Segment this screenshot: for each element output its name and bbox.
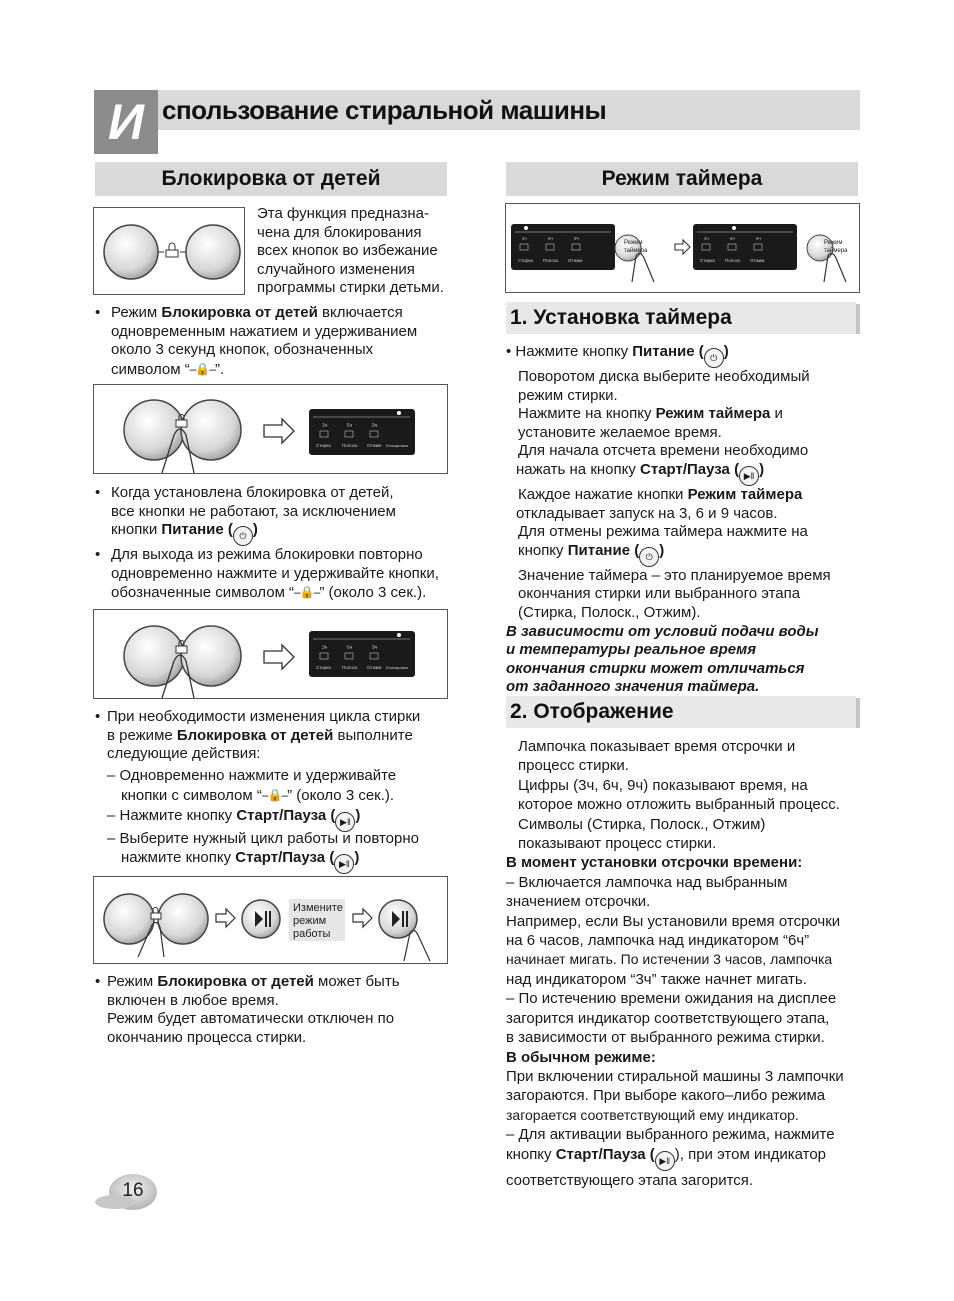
arrow-right-icon: [353, 909, 372, 927]
svg-text:Блокировка: Блокировка: [386, 443, 408, 448]
figure-change-mode: [93, 876, 448, 964]
svg-text:Режим: Режим: [624, 240, 643, 246]
subsection-timer-setup: 1. Установка таймера: [506, 302, 856, 334]
hour-6: 6ч: [347, 423, 353, 429]
svg-text:Полоск.: Полоск.: [342, 443, 359, 448]
svg-text:Отжим: Отжим: [750, 258, 765, 263]
bullet-change-cycle: • При необходимости изменения цикла стирки в режиме Блокировка от детей выполните следующие действия:: [95, 708, 421, 763]
page-title: спользование стиральной машины: [162, 95, 607, 125]
svg-text:6ч: 6ч: [347, 645, 353, 651]
left-button: [104, 225, 158, 279]
header-letter: И: [108, 94, 144, 150]
svg-text:9ч: 9ч: [574, 236, 579, 241]
svg-text:Стирка: Стирка: [316, 443, 331, 448]
bullet-lock-active: • Когда установлена блокировка от детей, все кнопки не работают, за исключением кнопки Питание ( ⏻ ): [111, 484, 456, 546]
bullet-lock-enable: • Режим Блокировка от детей включается одновременным нажатием и удерживанием около 3 секунд кнопок, обозначенных символом “–🔒–”.: [95, 304, 418, 378]
timer-note: В зависимости от условий подачи воды: [506, 622, 819, 640]
play-pause-icon: ▶‖: [335, 812, 355, 832]
header-letter-box: [94, 90, 158, 154]
svg-text:работы: работы: [293, 928, 331, 940]
svg-text:Отжим: Отжим: [568, 258, 583, 263]
svg-text:Полоск.: Полоск.: [342, 665, 359, 670]
hour-3: 3ч: [322, 423, 328, 429]
svg-text:Отжим: Отжим: [367, 443, 382, 448]
lock-symbol-icon: –🔒–: [294, 585, 320, 600]
left-button: [124, 626, 184, 686]
lock-symbol-icon: [166, 243, 178, 257]
svg-text:Полоск.: Полоск.: [543, 258, 560, 263]
section-title-child-lock: [95, 162, 447, 196]
svg-text:Измените: Измените: [293, 902, 343, 914]
figure-lock-press-panel: [93, 384, 448, 474]
lock-buttons-illustration: [94, 208, 244, 294]
play-pause-icon: ▶‖: [739, 466, 759, 486]
svg-text:Блокировка: Блокировка: [386, 665, 408, 670]
svg-text:3ч: 3ч: [322, 645, 328, 651]
arrow-right-icon: [264, 419, 294, 443]
svg-text:Стирка: Стирка: [700, 258, 715, 263]
bullet-lock-exit: • Для выхода из режима блокировки повторно одновременно нажмите и удерживайте кнопки, обозначенные символом “–🔒–” (около 3 сек.).: [95, 546, 439, 602]
subsection-display: 2. Отображение: [506, 696, 856, 728]
svg-text:Режим: Режим: [824, 240, 843, 246]
intro-text: Эта функция предназна- чена для блокирования всех кнопок во избежание случайного изменения программы стирки детьми.: [257, 205, 444, 297]
section-title-text: Режим таймера: [601, 167, 763, 190]
lock-symbol-icon: –🔒–: [189, 361, 216, 376]
svg-text:Отжим: Отжим: [367, 665, 382, 670]
left-button: [124, 400, 184, 460]
control-panel-display: [309, 409, 415, 455]
step-select-cycle: – Выберите нужный цикл работы и повторно нажмите кнопку Старт/Пауза ( ▶‖ ): [107, 830, 457, 874]
hand-press-icon: [824, 253, 846, 282]
svg-text:режим: режим: [293, 915, 327, 927]
control-panel-display: [511, 224, 615, 270]
arrow-right-icon: [675, 240, 690, 254]
timer-setup-text: • Нажмите кнопку Питание ( ⏻ ) Поворотом диска выберите необходимый режим стирки. Нажмите на кнопку Режим таймера и установите желаемое время. Для начала отсчета времени необходимо нажать на кнопку Старт/Пауза ( ▶‖ ) Каждое нажатие кнопки Режим таймера откладывает запуск на 3, 6 и 9 часов. Для отмены режима таймера нажмите на кнопку Питание ( ⏻ ) Значение таймера – это планируемое время окончания стирки или выбранного этапа (Стирка, Полоск., Отжим). В зависимости от условий подачи воды и температуры реальное время окончания стирки может отличаться от заданного значения таймера.: [506, 343, 866, 697]
lock-symbol-icon: –🔒–: [261, 787, 288, 802]
page-number: 16: [122, 1180, 144, 1201]
svg-text:6ч: 6ч: [730, 236, 735, 241]
svg-text:Полоск.: Полоск.: [725, 258, 742, 263]
right-button: [186, 225, 240, 279]
figure-unlock-press-panel: [93, 609, 448, 699]
figure-lock-buttons: [93, 207, 245, 295]
hour-9: 9ч: [372, 423, 378, 429]
play-pause-icon: ▶‖: [334, 854, 354, 874]
svg-text:3ч: 3ч: [704, 236, 709, 241]
svg-text:6ч: 6ч: [548, 236, 553, 241]
control-panel-display: [309, 631, 415, 677]
figure-timer-panel: [505, 203, 860, 293]
hand-press-icon: [632, 253, 654, 282]
step-press-start: – Нажмите кнопку Старт/Пауза ( ▶‖ ): [107, 807, 457, 832]
arrow-right-icon: [216, 909, 235, 927]
section-title-timer: [506, 162, 858, 196]
arrow-right-icon: [264, 645, 294, 669]
play-pause-icon: ▶‖: [655, 1151, 675, 1171]
svg-text:таймера: таймера: [824, 248, 848, 254]
power-icon: ⏻: [704, 348, 724, 368]
display-text: Лампочка показывает время отсрочки и процесс стирки. Цифры (3ч, 6ч, 9ч) показывают время, на которое можно отложить выбранный процесс. Символы (Стирка, Полоск., Отжим) показывают процесс стирки. В момент установки отсрочки времени: – Включается лампочка над выбранным значением отсрочки. Например, если Вы установили время отсрочки на 6 часов, лампочка над индикатором “6ч” начинает мигать. По истечении 3 часов, лампочка над индикатором “3ч” также начнет мигать. – По истечению времени ожидания на дисплее загорится индикатор соответствующего этапа, в зависимости от выбранного режима стирки. В обычном режиме: При включении стиральной машины 3 лампочки загораются. При выборе какого–либо режима загорается соответствующий ему индикатор. – Для активации выбранного режима, нажмите кнопку Старт/Пауза ( ▶‖ ), при этом индикатор соответствующего этапа загорится.: [506, 738, 844, 1189]
svg-text:таймера: таймера: [624, 248, 648, 254]
svg-text:Стирка: Стирка: [316, 665, 331, 670]
control-panel-display: [693, 224, 797, 270]
svg-text:9ч: 9ч: [372, 645, 378, 651]
section-title-text: Блокировка от детей: [161, 167, 381, 190]
power-icon: ⏻: [639, 547, 659, 567]
power-icon: ⏻: [233, 526, 253, 546]
svg-text:3ч: 3ч: [522, 236, 527, 241]
step-hold-buttons: – Одновременно нажмите и удерживайте кнопки с символом “–🔒–” (около 3 сек.).: [107, 767, 397, 804]
bullet-lock-anytime: • Режим Блокировка от детей может быть включен в любое время. Режим будет автоматически отключен по окончанию процесса стирки.: [95, 973, 400, 1046]
svg-text:9ч: 9ч: [756, 236, 761, 241]
svg-text:Стирка: Стирка: [518, 258, 533, 263]
right-button: [158, 894, 208, 944]
